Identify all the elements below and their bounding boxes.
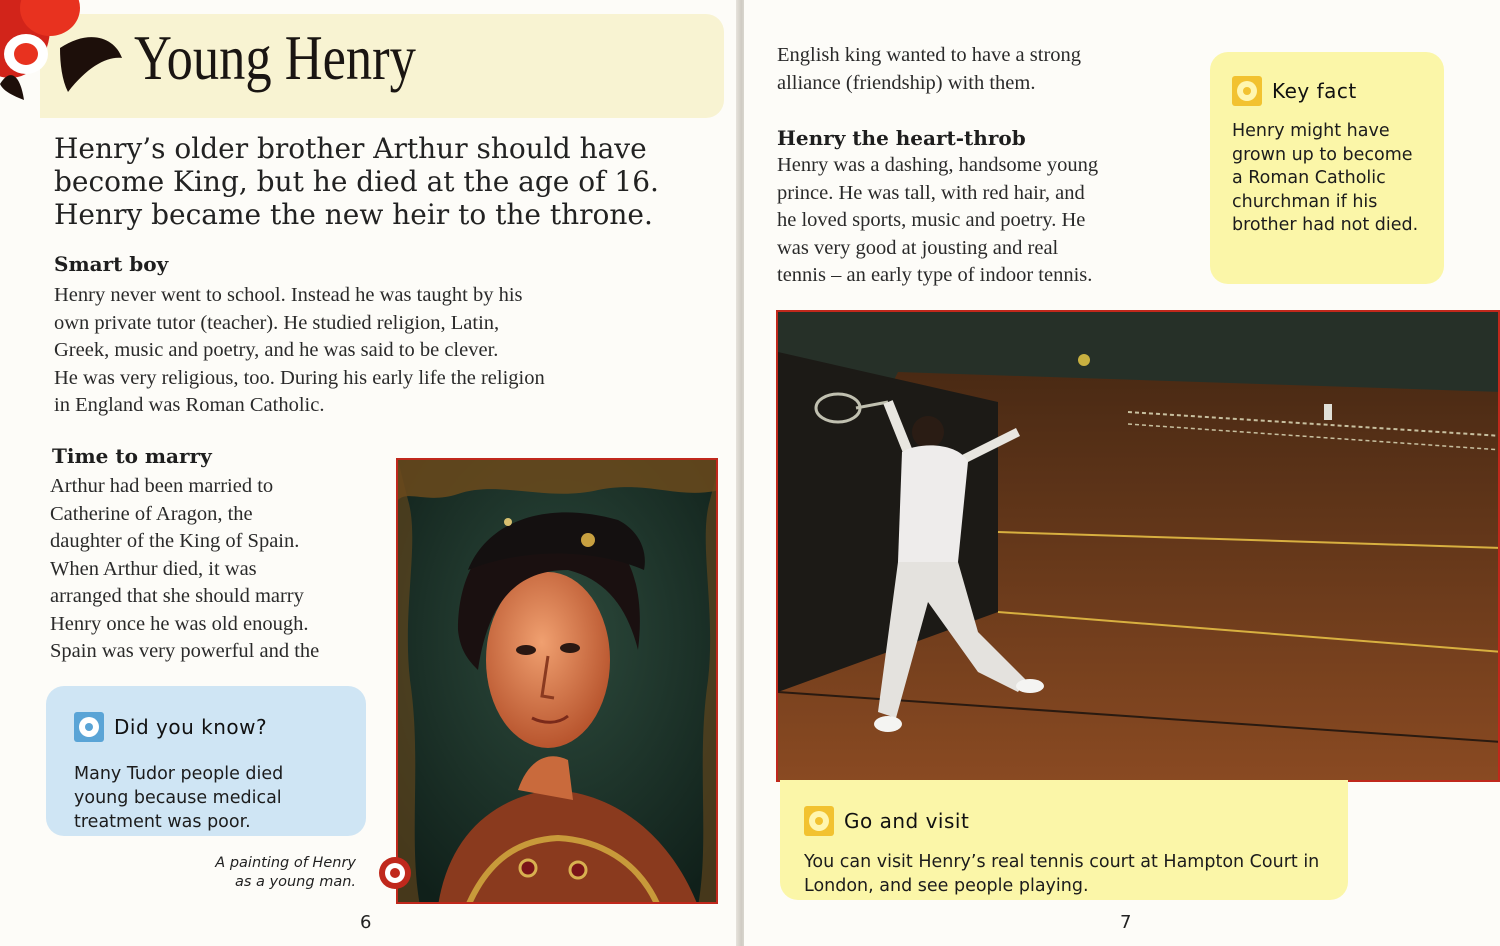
time-to-marry-text [50,473,390,666]
did-you-know-box [46,686,366,836]
continued-line: alliance (friendship) with them. [777,71,1036,94]
did-you-know-title: Did you know? [114,715,268,739]
caption-line: as a young man. [235,874,356,890]
time-to-marry-line: Henry once he was old enough. [50,612,309,635]
flower-icon [804,806,834,836]
left-page [0,0,740,946]
key-fact-text: Henry might have grown up to become a Roman Catholic churchman if his brother had not died. [1232,121,1419,235]
heart-throb-text [777,152,1197,290]
heart-throb-line: was very good at jousting and real [777,236,1059,259]
time-to-marry-line: Arthur had been married to [50,475,274,497]
tudor-rose-icon [0,0,130,118]
tennis-image [778,312,1500,782]
continued-line: English king wanted to have a strong [777,44,1082,66]
intro-paragraph: Henry’s older brother Arthur should have become King, but he died at the age of 16. Henry became the new heir to the throne. [54,132,659,231]
smart-boy-line: He was very religious, too. During his early life the religion [54,366,545,389]
heart-throb-heading: Henry the heart-throb [777,126,1026,150]
key-fact-title: Key fact [1272,79,1357,103]
right-page [744,0,1500,946]
time-to-marry-line: When Arthur died, it was [50,557,257,580]
tudor-rose-icon [378,856,412,890]
did-you-know-header [74,712,338,742]
time-to-marry-line: arranged that she should marry [50,585,304,607]
page-title: Young Henry [134,22,416,93]
page-number: 6 [360,912,372,933]
smart-boy-heading: Smart boy [54,252,169,276]
flower-icon [1232,76,1262,106]
page-number: 7 [1120,912,1132,933]
caption-line: A painting of Henry [215,855,356,871]
go-and-visit-text: You can visit Henry’s real tennis court at Hampton Court in London, and see people playing. [804,852,1320,896]
heart-throb-line: tennis – an early type of indoor tennis. [777,264,1093,286]
smart-boy-line: Greek, music and poetry, and he was said to be clever. [54,339,499,361]
smart-boy-text [54,282,654,420]
go-and-visit-box [780,780,1348,900]
go-and-visit-header [804,806,1324,836]
continued-text [777,42,1177,97]
smart-boy-line: own private tutor (teacher). He studied religion, Latin, [54,311,500,334]
time-to-marry-line: Spain was very powerful and the [50,640,320,662]
smart-boy-line: in England was Roman Catholic. [54,394,325,416]
go-and-visit-title: Go and visit [844,809,970,833]
time-to-marry-line: daughter of the King of Spain. [50,530,300,552]
flower-icon [74,712,104,742]
did-you-know-text: Many Tudor people died young because medical treatment was poor. [74,764,284,832]
smart-boy-line: Henry never went to school. Instead he was taught by his [54,284,523,306]
heart-throb-line: Henry was a dashing, handsome young [777,154,1099,176]
portrait-image [398,460,718,904]
henry-portrait [396,458,718,904]
time-to-marry-heading: Time to marry [52,444,212,468]
portrait-caption [186,854,356,892]
key-fact-header [1232,76,1422,106]
tennis-court-photo [776,310,1500,782]
heart-throb-line: prince. He was tall, with red hair, and [777,181,1085,204]
heart-throb-line: he loved sports, music and poetry. He [777,209,1086,231]
time-to-marry-line: Catherine of Aragon, the [50,502,253,525]
key-fact-box [1210,52,1444,284]
